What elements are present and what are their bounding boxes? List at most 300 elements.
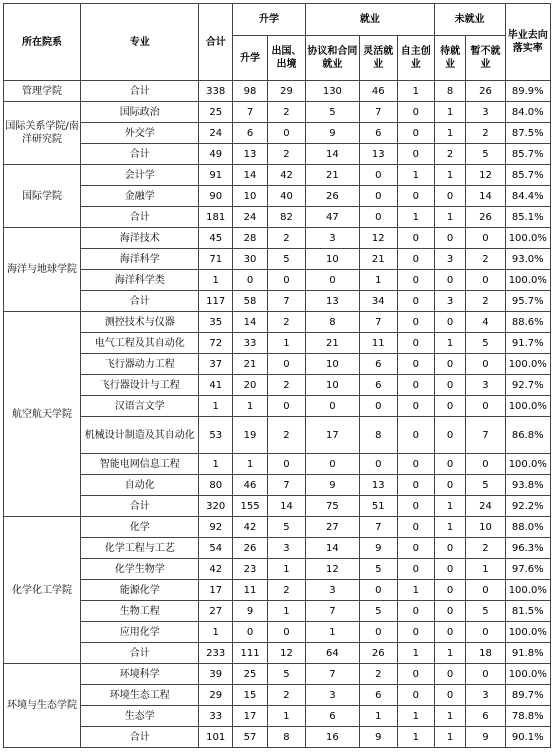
domestic-cell: 25 — [233, 664, 268, 685]
flexible-cell: 12 — [359, 228, 397, 249]
table-row — [4, 643, 551, 664]
rate-cell: 93.8% — [505, 475, 550, 496]
flexible-cell: 5 — [359, 559, 397, 580]
total-cell: 71 — [199, 249, 233, 270]
table-row — [4, 538, 551, 559]
rate-cell: 100.0% — [505, 228, 550, 249]
table-row — [4, 454, 551, 475]
major-cell: 合计 — [81, 144, 199, 165]
abroad-cell: 2 — [267, 312, 305, 333]
contract-cell: 9 — [305, 475, 359, 496]
rate-cell: 91.8% — [505, 643, 550, 664]
header-dept: 所在院系 — [4, 4, 81, 81]
major-cell: 应用化学 — [81, 622, 199, 643]
self-employed-cell: 0 — [397, 559, 434, 580]
contract-cell: 6 — [305, 706, 359, 727]
dept-cell: 化学化工学院 — [4, 517, 81, 664]
abroad-cell: 2 — [267, 685, 305, 706]
flexible-cell: 6 — [359, 354, 397, 375]
rate-cell: 78.8% — [505, 706, 550, 727]
domestic-cell: 98 — [233, 81, 268, 102]
abroad-cell: 1 — [267, 601, 305, 622]
total-cell: 41 — [199, 375, 233, 396]
self-employed-cell: 0 — [397, 601, 434, 622]
contract-cell: 3 — [305, 228, 359, 249]
waiting-cell: 1 — [434, 165, 466, 186]
flexible-cell: 0 — [359, 396, 397, 417]
domestic-cell: 15 — [233, 685, 268, 706]
domestic-cell: 58 — [233, 291, 268, 312]
rate-cell: 95.7% — [505, 291, 550, 312]
not-seeking-cell: 0 — [466, 664, 505, 685]
total-cell: 37 — [199, 354, 233, 375]
not-seeking-cell: 3 — [466, 375, 505, 396]
domestic-cell: 14 — [233, 165, 268, 186]
contract-cell: 26 — [305, 186, 359, 207]
not-seeking-cell: 2 — [466, 249, 505, 270]
total-cell: 49 — [199, 144, 233, 165]
self-employed-cell: 1 — [397, 81, 434, 102]
not-seeking-cell: 0 — [466, 454, 505, 475]
header-employment: 就业 — [305, 4, 434, 36]
flexible-cell: 2 — [359, 664, 397, 685]
flexible-cell: 6 — [359, 685, 397, 706]
flexible-cell: 1 — [359, 706, 397, 727]
contract-cell: 10 — [305, 375, 359, 396]
not-seeking-cell: 0 — [466, 622, 505, 643]
header-contract: 协议和合同就业 — [305, 36, 359, 81]
self-employed-cell: 1 — [397, 643, 434, 664]
table-row — [4, 622, 551, 643]
rate-cell: 92.7% — [505, 375, 550, 396]
not-seeking-cell: 10 — [466, 517, 505, 538]
major-cell: 智能电网信息工程 — [81, 454, 199, 475]
table-row — [4, 165, 551, 186]
table-row — [4, 727, 551, 748]
table-row — [4, 517, 551, 538]
flexible-cell: 21 — [359, 249, 397, 270]
total-cell: 80 — [199, 475, 233, 496]
major-cell: 合计 — [81, 291, 199, 312]
not-seeking-cell: 26 — [466, 207, 505, 228]
contract-cell: 10 — [305, 249, 359, 270]
flexible-cell: 0 — [359, 207, 397, 228]
major-cell: 能源化学 — [81, 580, 199, 601]
rate-cell: 92.2% — [505, 496, 550, 517]
major-cell: 自动化 — [81, 475, 199, 496]
major-cell: 合计 — [81, 643, 199, 664]
waiting-cell: 0 — [434, 580, 466, 601]
major-cell: 化学 — [81, 517, 199, 538]
rate-cell: 100.0% — [505, 270, 550, 291]
waiting-cell: 0 — [434, 664, 466, 685]
waiting-cell: 1 — [434, 517, 466, 538]
domestic-cell: 1 — [233, 454, 268, 475]
self-employed-cell: 1 — [397, 207, 434, 228]
table-row — [4, 664, 551, 685]
abroad-cell: 0 — [267, 622, 305, 643]
total-cell: 1 — [199, 454, 233, 475]
flexible-cell: 0 — [359, 165, 397, 186]
waiting-cell: 2 — [434, 144, 466, 165]
waiting-cell: 0 — [434, 354, 466, 375]
total-cell: 101 — [199, 727, 233, 748]
major-cell: 生物工程 — [81, 601, 199, 622]
not-seeking-cell: 9 — [466, 727, 505, 748]
waiting-cell: 0 — [434, 475, 466, 496]
abroad-cell: 12 — [267, 643, 305, 664]
domestic-cell: 1 — [233, 396, 268, 417]
domestic-cell: 11 — [233, 580, 268, 601]
flexible-cell: 34 — [359, 291, 397, 312]
rate-cell: 89.7% — [505, 685, 550, 706]
not-seeking-cell: 0 — [466, 228, 505, 249]
rate-cell: 89.9% — [505, 81, 550, 102]
rate-cell: 90.1% — [505, 727, 550, 748]
header-unemployed: 未就业 — [434, 4, 505, 36]
contract-cell: 14 — [305, 144, 359, 165]
abroad-cell: 7 — [267, 475, 305, 496]
self-employed-cell: 0 — [397, 102, 434, 123]
total-cell: 24 — [199, 123, 233, 144]
flexible-cell: 7 — [359, 102, 397, 123]
contract-cell: 1 — [305, 622, 359, 643]
contract-cell: 14 — [305, 538, 359, 559]
not-seeking-cell: 3 — [466, 102, 505, 123]
not-seeking-cell: 18 — [466, 643, 505, 664]
rate-cell: 88.6% — [505, 312, 550, 333]
total-cell: 39 — [199, 664, 233, 685]
contract-cell: 7 — [305, 601, 359, 622]
abroad-cell: 42 — [267, 165, 305, 186]
table-row — [4, 207, 551, 228]
abroad-cell: 0 — [267, 354, 305, 375]
not-seeking-cell: 3 — [466, 685, 505, 706]
header-major: 专业 — [81, 4, 199, 81]
flexible-cell: 0 — [359, 622, 397, 643]
self-employed-cell: 0 — [397, 270, 434, 291]
header-self-employed: 自主创业 — [397, 36, 434, 81]
table-row — [4, 580, 551, 601]
self-employed-cell: 0 — [397, 538, 434, 559]
contract-cell: 9 — [305, 123, 359, 144]
abroad-cell: 7 — [267, 291, 305, 312]
header-domestic: 升学 — [233, 36, 268, 81]
total-cell: 181 — [199, 207, 233, 228]
waiting-cell: 1 — [434, 643, 466, 664]
table-row — [4, 291, 551, 312]
waiting-cell: 0 — [434, 417, 466, 454]
rate-cell: 85.7% — [505, 165, 550, 186]
dept-cell: 环境与生态学院 — [4, 664, 81, 748]
contract-cell: 21 — [305, 165, 359, 186]
abroad-cell: 29 — [267, 81, 305, 102]
graduate-destination-table — [3, 3, 551, 748]
dept-cell: 国际关系学院/南洋研究院 — [4, 102, 81, 165]
rate-cell: 97.6% — [505, 559, 550, 580]
domestic-cell: 155 — [233, 496, 268, 517]
self-employed-cell: 0 — [397, 123, 434, 144]
table-row — [4, 81, 551, 102]
major-cell: 生态学 — [81, 706, 199, 727]
table-row — [4, 417, 551, 454]
table-row — [4, 333, 551, 354]
major-cell: 金融学 — [81, 186, 199, 207]
total-cell: 233 — [199, 643, 233, 664]
abroad-cell: 0 — [267, 396, 305, 417]
table-row — [4, 312, 551, 333]
rate-cell: 91.7% — [505, 333, 550, 354]
flexible-cell: 1 — [359, 270, 397, 291]
total-cell: 91 — [199, 165, 233, 186]
dept-cell: 海洋与地球学院 — [4, 228, 81, 312]
abroad-cell: 40 — [267, 186, 305, 207]
flexible-cell: 5 — [359, 601, 397, 622]
abroad-cell: 1 — [267, 706, 305, 727]
abroad-cell: 5 — [267, 249, 305, 270]
not-seeking-cell: 2 — [466, 538, 505, 559]
total-cell: 33 — [199, 706, 233, 727]
not-seeking-cell: 12 — [466, 165, 505, 186]
domestic-cell: 23 — [233, 559, 268, 580]
graduate-destination-table-wrapper — [3, 3, 551, 748]
waiting-cell: 3 — [434, 291, 466, 312]
domestic-cell: 7 — [233, 102, 268, 123]
total-cell: 25 — [199, 102, 233, 123]
not-seeking-cell: 24 — [466, 496, 505, 517]
major-cell: 合计 — [81, 496, 199, 517]
waiting-cell: 0 — [434, 375, 466, 396]
self-employed-cell: 1 — [397, 706, 434, 727]
major-cell: 飞行器设计与工程 — [81, 375, 199, 396]
contract-cell: 3 — [305, 685, 359, 706]
contract-cell: 0 — [305, 270, 359, 291]
rate-cell: 81.5% — [505, 601, 550, 622]
table-body — [4, 81, 551, 748]
major-cell: 环境科学 — [81, 664, 199, 685]
self-employed-cell: 0 — [397, 354, 434, 375]
flexible-cell: 46 — [359, 81, 397, 102]
domestic-cell: 10 — [233, 186, 268, 207]
rate-cell: 100.0% — [505, 454, 550, 475]
abroad-cell: 2 — [267, 102, 305, 123]
domestic-cell: 46 — [233, 475, 268, 496]
self-employed-cell: 0 — [397, 664, 434, 685]
table-row — [4, 228, 551, 249]
contract-cell: 27 — [305, 517, 359, 538]
major-cell: 海洋技术 — [81, 228, 199, 249]
table-row — [4, 496, 551, 517]
table-row — [4, 354, 551, 375]
flexible-cell: 9 — [359, 538, 397, 559]
table-row — [4, 186, 551, 207]
abroad-cell: 2 — [267, 228, 305, 249]
major-cell: 测控技术与仪器 — [81, 312, 199, 333]
waiting-cell: 0 — [434, 228, 466, 249]
not-seeking-cell: 5 — [466, 475, 505, 496]
total-cell: 1 — [199, 622, 233, 643]
major-cell: 合计 — [81, 207, 199, 228]
not-seeking-cell: 7 — [466, 417, 505, 454]
not-seeking-cell: 4 — [466, 312, 505, 333]
abroad-cell: 0 — [267, 123, 305, 144]
flexible-cell: 8 — [359, 417, 397, 454]
domestic-cell: 30 — [233, 249, 268, 270]
major-cell: 海洋科学类 — [81, 270, 199, 291]
header-abroad: 出国、出境 — [267, 36, 305, 81]
domestic-cell: 14 — [233, 312, 268, 333]
table-row — [4, 475, 551, 496]
total-cell: 117 — [199, 291, 233, 312]
waiting-cell: 8 — [434, 81, 466, 102]
self-employed-cell: 0 — [397, 375, 434, 396]
total-cell: 45 — [199, 228, 233, 249]
self-employed-cell: 0 — [397, 291, 434, 312]
major-cell: 飞行器动力工程 — [81, 354, 199, 375]
rate-cell: 100.0% — [505, 622, 550, 643]
header-total: 合计 — [199, 4, 233, 81]
not-seeking-cell: 2 — [466, 291, 505, 312]
table-row — [4, 144, 551, 165]
self-employed-cell: 0 — [397, 333, 434, 354]
contract-cell: 75 — [305, 496, 359, 517]
abroad-cell: 5 — [267, 664, 305, 685]
domestic-cell: 0 — [233, 270, 268, 291]
contract-cell: 8 — [305, 312, 359, 333]
not-seeking-cell: 0 — [466, 270, 505, 291]
header-further-study: 升学 — [233, 4, 306, 36]
flexible-cell: 11 — [359, 333, 397, 354]
dept-cell: 管理学院 — [4, 81, 81, 102]
domestic-cell: 28 — [233, 228, 268, 249]
waiting-cell: 1 — [434, 207, 466, 228]
flexible-cell: 13 — [359, 144, 397, 165]
self-employed-cell: 0 — [397, 475, 434, 496]
not-seeking-cell: 0 — [466, 396, 505, 417]
table-row — [4, 706, 551, 727]
abroad-cell: 1 — [267, 333, 305, 354]
self-employed-cell: 0 — [397, 517, 434, 538]
self-employed-cell: 0 — [397, 249, 434, 270]
total-cell: 1 — [199, 270, 233, 291]
contract-cell: 47 — [305, 207, 359, 228]
abroad-cell: 1 — [267, 559, 305, 580]
abroad-cell: 2 — [267, 144, 305, 165]
rate-cell: 87.5% — [505, 123, 550, 144]
abroad-cell: 8 — [267, 727, 305, 748]
total-cell: 42 — [199, 559, 233, 580]
table-row — [4, 102, 551, 123]
waiting-cell: 0 — [434, 454, 466, 475]
contract-cell: 17 — [305, 417, 359, 454]
contract-cell: 130 — [305, 81, 359, 102]
total-cell: 92 — [199, 517, 233, 538]
rate-cell: 85.1% — [505, 207, 550, 228]
domestic-cell: 13 — [233, 144, 268, 165]
rate-cell: 86.8% — [505, 417, 550, 454]
table-row — [4, 685, 551, 706]
rate-cell: 85.7% — [505, 144, 550, 165]
major-cell: 汉语言文学 — [81, 396, 199, 417]
contract-cell: 16 — [305, 727, 359, 748]
table-row — [4, 123, 551, 144]
flexible-cell: 13 — [359, 475, 397, 496]
domestic-cell: 33 — [233, 333, 268, 354]
abroad-cell: 2 — [267, 375, 305, 396]
self-employed-cell: 0 — [397, 622, 434, 643]
major-cell: 环境生态工程 — [81, 685, 199, 706]
header-flexible: 灵活就业 — [359, 36, 397, 81]
major-cell: 会计学 — [81, 165, 199, 186]
self-employed-cell: 0 — [397, 685, 434, 706]
abroad-cell: 2 — [267, 417, 305, 454]
rate-cell: 100.0% — [505, 354, 550, 375]
flexible-cell: 26 — [359, 643, 397, 664]
self-employed-cell: 0 — [397, 144, 434, 165]
self-employed-cell: 1 — [397, 165, 434, 186]
contract-cell: 10 — [305, 354, 359, 375]
total-cell: 338 — [199, 81, 233, 102]
domestic-cell: 24 — [233, 207, 268, 228]
contract-cell: 13 — [305, 291, 359, 312]
total-cell: 27 — [199, 601, 233, 622]
self-employed-cell: 1 — [397, 580, 434, 601]
flexible-cell: 0 — [359, 580, 397, 601]
rate-cell: 100.0% — [505, 580, 550, 601]
contract-cell: 0 — [305, 396, 359, 417]
major-cell: 外交学 — [81, 123, 199, 144]
major-cell: 海洋科学 — [81, 249, 199, 270]
total-cell: 90 — [199, 186, 233, 207]
self-employed-cell: 0 — [397, 417, 434, 454]
contract-cell: 3 — [305, 580, 359, 601]
domestic-cell: 42 — [233, 517, 268, 538]
waiting-cell: 3 — [434, 249, 466, 270]
header-rate: 毕业去向落实率 — [505, 4, 550, 81]
major-cell: 化学生物学 — [81, 559, 199, 580]
not-seeking-cell: 0 — [466, 580, 505, 601]
flexible-cell: 9 — [359, 727, 397, 748]
rate-cell: 93.0% — [505, 249, 550, 270]
flexible-cell: 7 — [359, 312, 397, 333]
total-cell: 53 — [199, 417, 233, 454]
waiting-cell: 0 — [434, 538, 466, 559]
abroad-cell: 0 — [267, 454, 305, 475]
domestic-cell: 6 — [233, 123, 268, 144]
dept-cell: 国际学院 — [4, 165, 81, 228]
waiting-cell: 0 — [434, 685, 466, 706]
self-employed-cell: 0 — [397, 312, 434, 333]
domestic-cell: 9 — [233, 601, 268, 622]
table-row — [4, 559, 551, 580]
waiting-cell: 1 — [434, 706, 466, 727]
total-cell: 17 — [199, 580, 233, 601]
not-seeking-cell: 0 — [466, 354, 505, 375]
total-cell: 72 — [199, 333, 233, 354]
major-cell: 电气工程及其自动化 — [81, 333, 199, 354]
not-seeking-cell: 26 — [466, 81, 505, 102]
waiting-cell: 0 — [434, 622, 466, 643]
self-employed-cell: 0 — [397, 228, 434, 249]
domestic-cell: 20 — [233, 375, 268, 396]
contract-cell: 64 — [305, 643, 359, 664]
total-cell: 1 — [199, 396, 233, 417]
not-seeking-cell: 5 — [466, 601, 505, 622]
waiting-cell: 1 — [434, 123, 466, 144]
not-seeking-cell: 5 — [466, 333, 505, 354]
table-row — [4, 375, 551, 396]
self-employed-cell: 0 — [397, 396, 434, 417]
